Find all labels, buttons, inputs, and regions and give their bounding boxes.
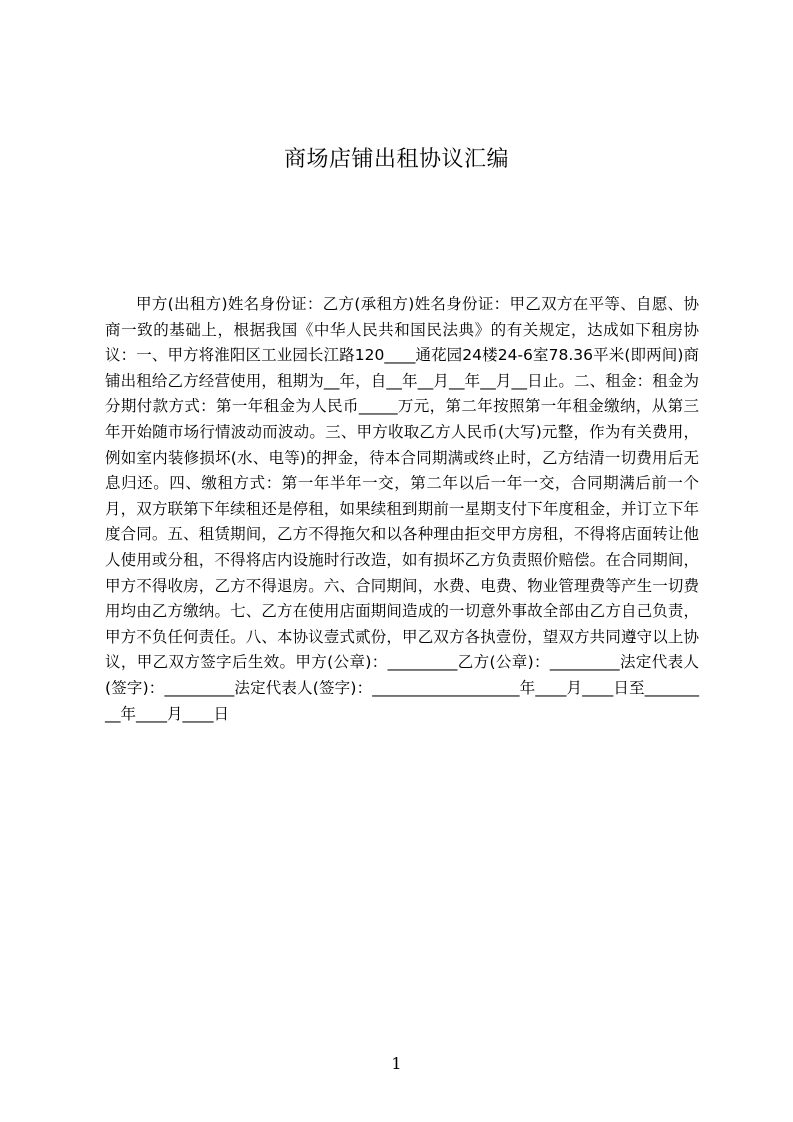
page-number: 1 [391, 1054, 402, 1073]
document-title: 商场店铺出租协议汇编 [283, 147, 509, 172]
agreement-body: 甲方(出租方)姓名身份证：乙方(承租方)姓名身份证：甲乙双方在平等、自愿、协商一致的基础上，根据我国《中华人民共和国民法典》的有关规定，达成如下租房协议：一、甲方将淮阳区工业园长江路120____通花园24楼24-6室78.36平米(即两间)商铺出租给乙方经营使用，租期为__年，自__年__月__年__月__日止。二、租金：租金为分期付款方式：第一年租金为人民币_____万元，第二年按照第一年租金缴纳，从第三年开始随市场行情波动而波动。三、甲方收取乙方人民币(大写)元整，作为有关费用，例如室内装修损坏(水、电等)的押金，待本合同期满或终止时，乙方结清一切费用后无息归还。四、缴租方式：第一年半年一交，第二年以后一年一交，合同期满后前一个月，双方联第下年续租还是停租，如果续租到期前一星期支付下年度租金，并订立下年度合同。五、租赁期间，乙方不得拖欠和以各种理由拒交甲方房租，不得将店面转让他人使用或分租，不得将店内设施时行改造，如有损坏乙方负责照价赔偿。在合同期间，甲方不得收房，乙方不得退房。六、合同期间，水费、电费、物业管理费等产生一切费用均由乙方缴纳。七、乙方在使用店面期间造成的一切意外事故全部由乙方自己负责，甲方不负任何责任。八、本协议壹式贰份，甲乙双方各执壹份，望双方共同遵守以上协议，甲乙双方签字后生效。甲方(公章)：_________乙方(公章)：_________法定代表人(签字)：_________法定代表人(签字)：___________________年____月____日至_________年____月____日 [105, 295, 699, 723]
